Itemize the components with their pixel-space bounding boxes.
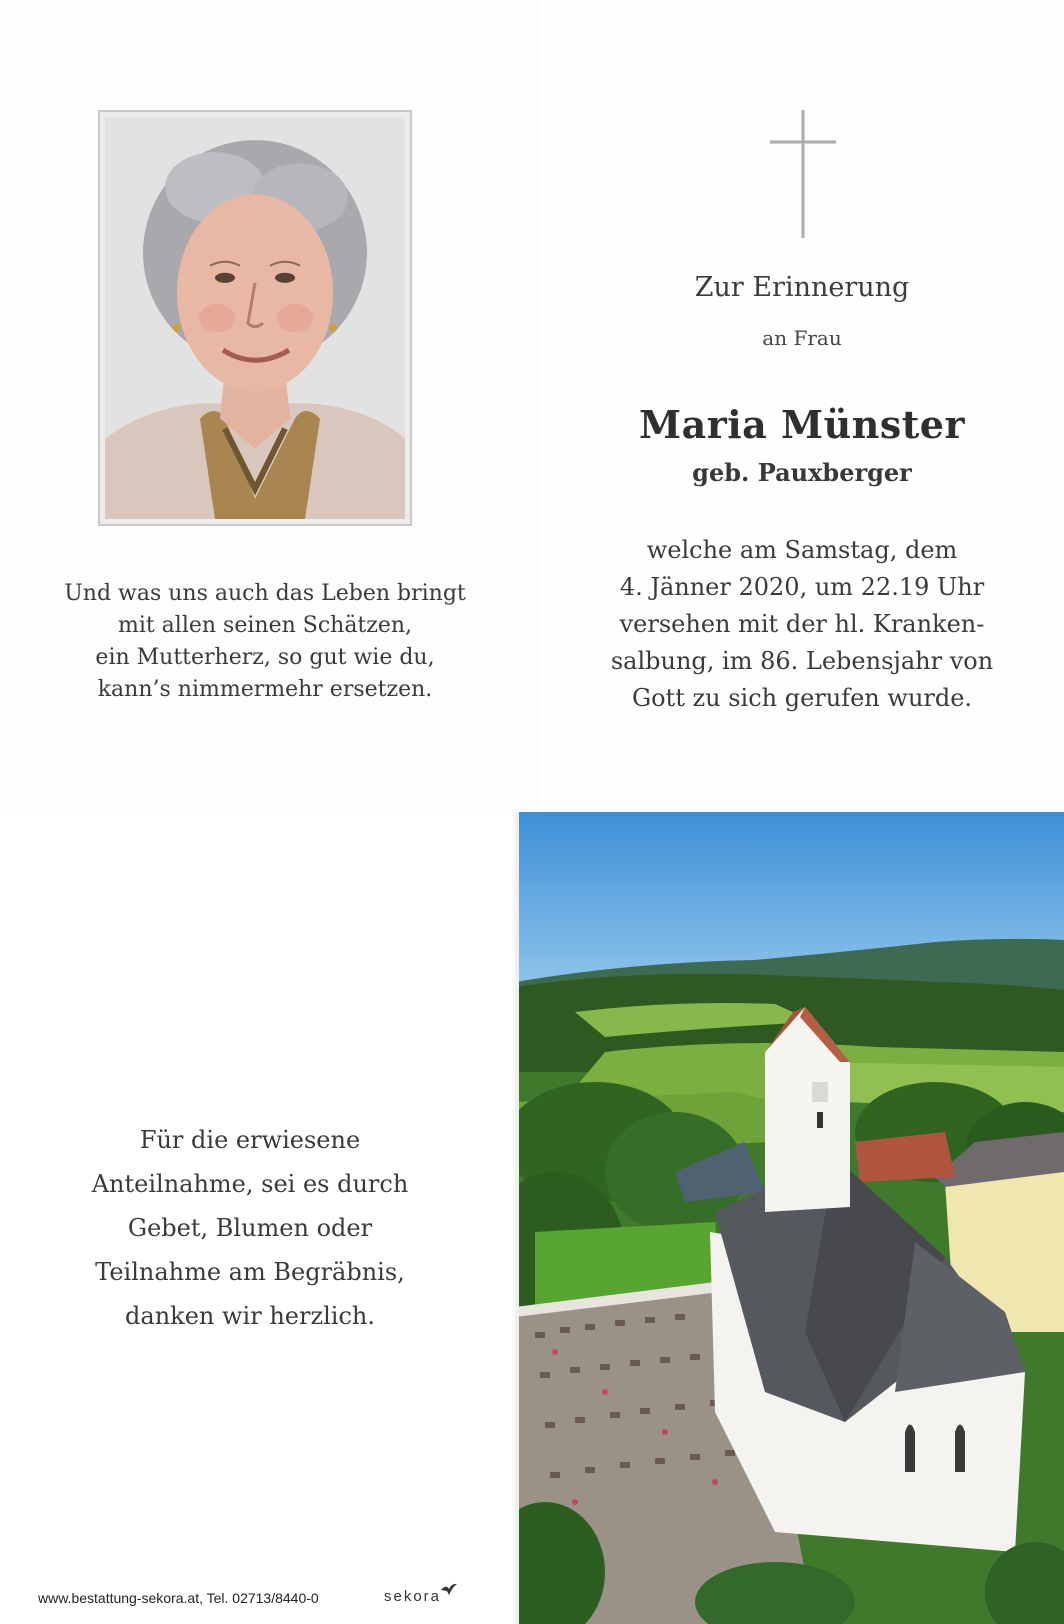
death-notice-line: versehen mit der hl. Kranken- <box>619 610 985 638</box>
death-notice-line: Gott zu sich gerufen wurde. <box>631 684 973 712</box>
death-notice <box>560 532 1044 717</box>
thanks-line: danken wir herzlich. <box>125 1302 375 1330</box>
footer-contact: www.bestattung-sekora.at, Tel. 02713/8440-0 <box>38 1590 319 1606</box>
cross-icon <box>770 110 836 238</box>
thanks-line: Gebet, Blumen oder <box>127 1214 373 1242</box>
death-notice-line: 4. Jänner 2020, um 22.19 Uhr <box>619 573 985 601</box>
verse-line: kann’s nimmermehr ersetzen. <box>97 677 433 702</box>
deceased-name: Maria Münster <box>639 402 965 447</box>
verse-line: Und was uns auch das Leben bringt <box>64 581 466 606</box>
brand-logo: sekora <box>384 1588 442 1605</box>
portrait-photo <box>98 110 412 526</box>
memorial-verse <box>20 578 510 706</box>
verse-line: ein Mutterherz, so gut wie du, <box>95 645 435 670</box>
maiden-name: geb. Pauxberger <box>692 458 912 487</box>
death-notice-line: welche am Samstag, dem <box>646 536 958 564</box>
verse-line: mit allen seinen Schätzen, <box>117 613 413 638</box>
intro-title: Zur Erinnerung <box>694 272 910 303</box>
church-photo <box>515 812 1064 1624</box>
bird-icon <box>440 1582 458 1596</box>
death-notice-line: salbung, im 86. Lebensjahr von <box>610 647 994 675</box>
thanks-line: Anteilnahme, sei es durch <box>91 1170 409 1198</box>
thanks-text <box>30 1118 470 1338</box>
thanks-line: Teilnahme am Begräbnis, <box>95 1258 405 1286</box>
thanks-line: Für die erwiesene <box>139 1126 361 1154</box>
intro-subtitle: an Frau <box>762 326 842 350</box>
